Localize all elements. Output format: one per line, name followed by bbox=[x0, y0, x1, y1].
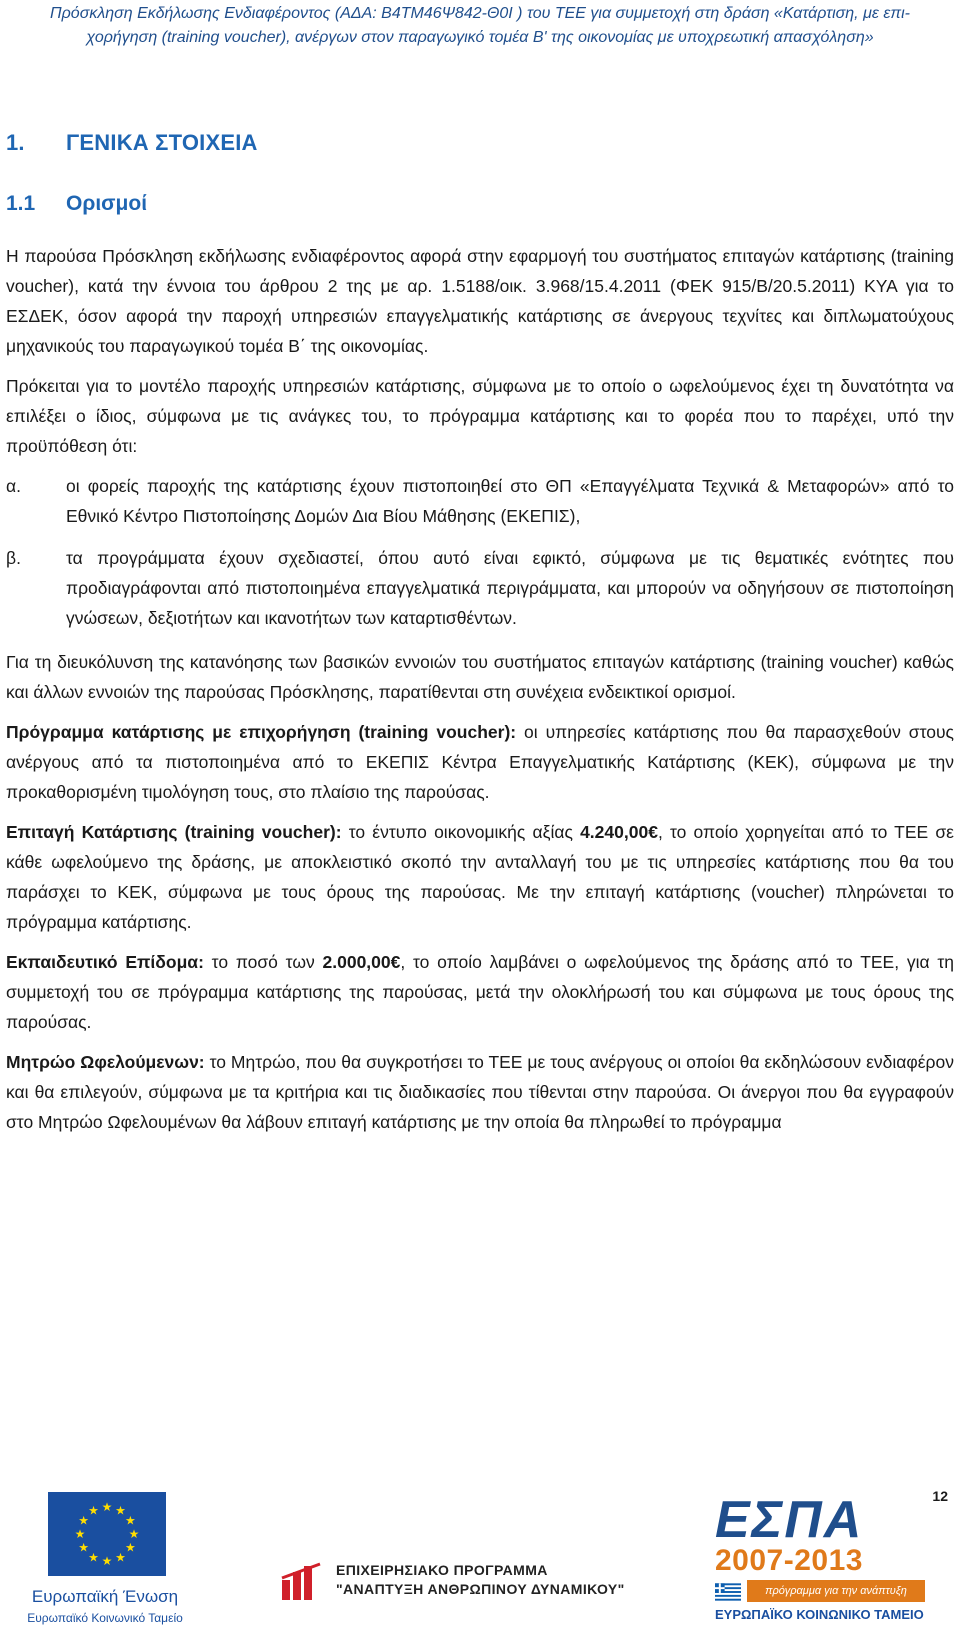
document-body bbox=[6, 241, 954, 1147]
eu-star-icon: ★ bbox=[88, 1550, 99, 1565]
programme-line-1: ΕΠΙΧΕΙΡΗΣΙΑΚΟ ΠΡΟΓΡΑΜΜΑ bbox=[336, 1562, 548, 1578]
definition-text: , το οποίο λαμβάνει ο ωφελούμενος της δράσης από το ΤΕΕ, για τη συμμετοχή του σε πρόγραμμα κατάρτισης της παρούσας, μετά την ολοκλήρωσή του και σύμφωνα με τους όρους της παρούσας. bbox=[6, 952, 955, 1032]
list-text: οι φορείς παροχής της κατάρτισης έχουν πιστοποιηθεί στο ΘΠ «Επαγγέλματα Τεχνικά & Μεταφορών» από το Εθνικό Κέντρο Πιστοποίησης Δομών Δια Βίου Μάθησης (ΕΚΕΠΙΣ), bbox=[66, 476, 954, 526]
allowance-amount: 2.000,00€ bbox=[322, 952, 401, 972]
espa-years: 2007-2013 bbox=[715, 1544, 863, 1577]
eu-star-icon: ★ bbox=[115, 1550, 126, 1565]
eu-star-icon: ★ bbox=[128, 1527, 140, 1541]
section-title: ΓΕΝΙΚΑ ΣΤΟΙΧΕΙΑ bbox=[66, 130, 258, 155]
list-item bbox=[6, 543, 954, 633]
definition-text: οι υπηρεσίες κατάρτισης που θα παρασχεθούν στους ανέργους από τα πιστοποιημένα από το ΕΚΕΠΙΣ Κέντρα Επαγγελματικής Κατάρτισης (ΚΕΚ), σύμφωνα με την προκαθορισμένη τιμολόγηση τους, στο πλαίσιο της παρούσας. bbox=[6, 722, 954, 802]
list-text: τα προγράμματα έχουν σχεδιαστεί, όπου αυτό είναι εφικτό, σύμφωνα με τις θεματικές ενότητες που προδιαγράφονται από πιστοποιημένα επαγγελματικά περιγράμματα, και μπορούν να οδηγήσουν σε πιστοποίηση γνώσεων, δεξιοτήτων και ικανοτήτων των καταρτισθέντων. bbox=[66, 548, 954, 628]
header-line-2: χορήγηση (training voucher), ανέργων στον παραγωγικό τομέα Β' της οικονομίας με υποχρεωτική απασχόληση» bbox=[86, 29, 874, 46]
eu-star-icon: ★ bbox=[78, 1540, 90, 1555]
list-marker: β. bbox=[6, 548, 21, 568]
paragraph-intro: Η παρούσα Πρόσκληση εκδήλωσης ενδιαφέροντος αφορά στην εφαρμογή του συστήματος επιταγών κατάρτισης (training voucher), κατά την έννοια του άρθρου 2 της με αρ. 1.5188/οικ. 3.968/15.4.2011 (ΦΕΚ 915/Β/20.5.2011) ΚΥΑ για το ΕΣΔΕΚ, όσον αφορά την παροχή υπηρεσιών επαγγελματικής κατάρτισης σε άνεργους τεχνίτες και διπλωματούχους μηχανικούς του παραγωγικού τομέα Β΄ της οικονομίας. bbox=[6, 246, 954, 356]
eu-star-icon: ★ bbox=[74, 1527, 86, 1541]
page-number: 12 bbox=[932, 1488, 948, 1504]
paragraph-definitions-intro: Για τη διευκόλυνση της κατανόησης των βασικών εννοιών του συστήματος επιταγών κατάρτισης (training voucher) καθώς και άλλων εννοιών της παρούσας Πρόσκλησης, παρατίθενται στη συνέχεια ενδεικτικοί ορισμοί. bbox=[6, 652, 954, 702]
espa-fund: ΕΥΡΩΠΑΪΚΟ ΚΟΙΝΩΝΙΚΟ ΤΑΜΕΙΟ bbox=[715, 1607, 924, 1622]
header-line-1: Πρόσκληση Εκδήλωσης Ενδιαφέροντος (ΑΔΑ: Β4ΤΜ46Ψ842-Θ0Ι ) του ΤΕΕ για συμμετοχή στη δράση «Κατάρτιση, με επι- bbox=[50, 5, 910, 22]
definition-text: , το οποίο χορηγείται από το ΤΕΕ σε κάθε ωφελούμενο της δράσης, με αποκλειστικό σκοπό την ανταλλαγή του με τις υπηρεσίες κατάρτισης που θα του παράσχει το ΚΕΚ, σύμφωνα με τους όρους της παρούσας. Με την επιταγή κατάρτισης (voucher) πληρώνεται το πρόγραμμα κατάρτισης. bbox=[6, 822, 954, 932]
eu-star-icon: ★ bbox=[124, 1513, 136, 1528]
programme-mark-icon bbox=[280, 1562, 326, 1602]
eu-star-icon: ★ bbox=[88, 1503, 99, 1518]
espa-logo bbox=[715, 1490, 927, 1620]
section-heading bbox=[6, 130, 258, 156]
programme-line-2: "ΑΝΑΠΤΥΞΗ ΑΝΘΡΩΠΙΝΟΥ ΔΥΝΑΜΙΚΟΥ" bbox=[336, 1581, 625, 1597]
definition-text: το ποσό των bbox=[203, 952, 323, 972]
definition-voucher bbox=[6, 817, 954, 937]
eu-star-icon: ★ bbox=[124, 1540, 136, 1555]
eu-star-icon: ★ bbox=[78, 1513, 90, 1528]
conditions-list bbox=[6, 471, 954, 633]
definition-training-program bbox=[6, 717, 954, 807]
definition-text: το έντυπο οικονομικής αξίας bbox=[341, 822, 581, 842]
definition-term: Πρόγραμμα κατάρτισης με επιχορήγηση (training voucher): bbox=[6, 722, 517, 742]
definition-allowance bbox=[6, 947, 954, 1037]
eu-star-icon: ★ bbox=[101, 1500, 113, 1514]
eu-logo-line-1: Ευρωπαϊκή Ένωση bbox=[31, 1587, 179, 1606]
definition-text: το Μητρώο, που θα συγκροτήσει το ΤΕΕ με τους ανέργους οι οποίοι θα εκδηλώσουν ενδιαφέρον και θα επιλεγούν, σύμφωνα με τα κριτήρια και τις διαδικασίες που τίθενται στην παρούσα. Οι άνεργοι που θα εγγραφούν στο Μητρώο Ωφελουμένων θα λάβουν επιταγή κατάρτισης με την οποία θα πληρωθεί το πρόγραμμα bbox=[6, 1052, 954, 1132]
list-marker: α. bbox=[6, 476, 21, 496]
definition-term: Εκπαιδευτικό Επίδομα: bbox=[6, 952, 204, 972]
voucher-amount: 4.240,00€ bbox=[580, 822, 658, 842]
espa-wordmark: ΕΣΠΑ bbox=[715, 1491, 864, 1549]
paragraph-model: Πρόκειται για το μοντέλο παροχής υπηρεσιών κατάρτισης, σύμφωνα με το οποίο ο ωφελούμενος έχει τη δυνατότητα να επιλέξει ο ίδιος, σύμφωνα με τις ανάγκες του, το πρόγραμμα κατάρτισης και το φορέα που το παρέχει, υπό την προϋπόθεση ότι: bbox=[6, 376, 954, 456]
eu-logo-line-2: Ευρωπαϊκό Κοινωνικό Ταμείο bbox=[27, 1611, 183, 1625]
subsection-title: Ορισμοί bbox=[66, 192, 148, 215]
footer-logos bbox=[0, 1480, 960, 1630]
definition-term: Μητρώο Ωφελούμενων: bbox=[6, 1052, 205, 1072]
subsection-heading bbox=[6, 192, 147, 216]
definition-term: Επιταγή Κατάρτισης (training voucher): bbox=[6, 822, 342, 842]
list-item bbox=[6, 471, 954, 531]
eu-star-icon: ★ bbox=[101, 1554, 113, 1568]
espa-slogan: πρόγραμμα για την ανάπτυξη bbox=[747, 1580, 925, 1602]
running-header bbox=[0, 2, 960, 50]
subsection-number: 1.1 bbox=[6, 192, 36, 215]
greek-flag-icon bbox=[715, 1583, 741, 1601]
section-number: 1. bbox=[6, 130, 25, 155]
operational-programme-logo bbox=[280, 1550, 640, 1610]
eu-flag-icon bbox=[48, 1492, 166, 1576]
eu-star-icon: ★ bbox=[115, 1503, 126, 1518]
definition-registry bbox=[6, 1047, 954, 1137]
